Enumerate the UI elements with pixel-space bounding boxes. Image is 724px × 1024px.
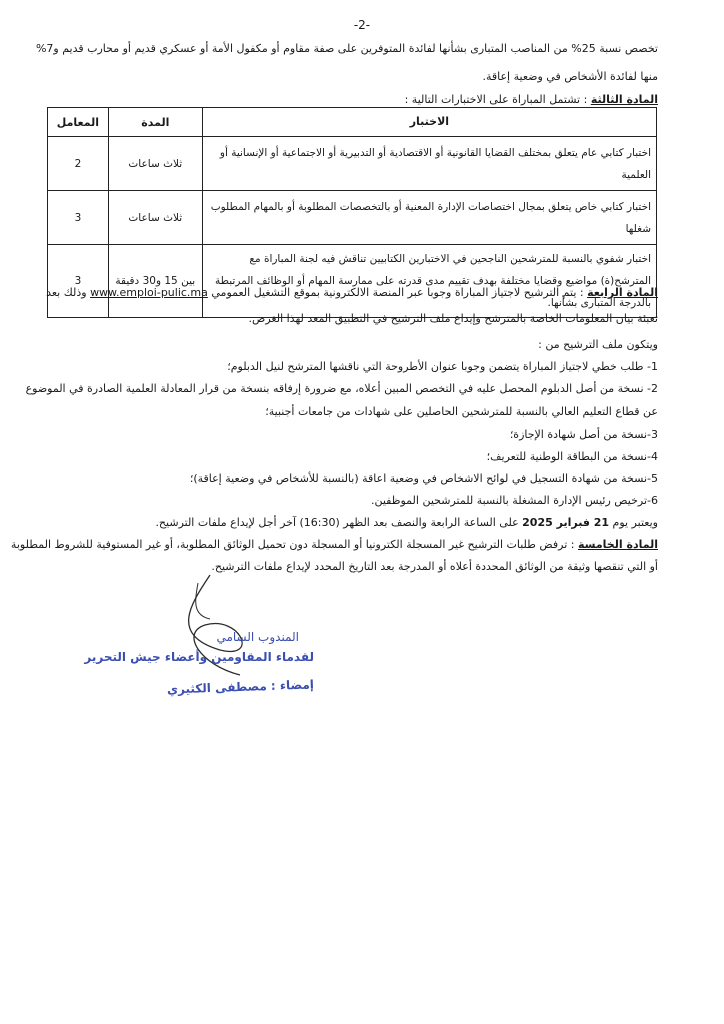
intro-line-1: تخصص نسبة 25% من المناصب المتبارى بشأنها لفائدة المتوفرين على صفة مقاوم أو مكفول الأمة أو عسكري قديم أو محارب قديم و7% — [35, 42, 658, 55]
list-item: 3-نسخة من أصل شهادة الإجازة؛ — [509, 428, 658, 441]
deadline-line — [155, 516, 658, 530]
deadline-before: ويعتبر يوم — [612, 516, 658, 529]
file-intro: ويتكون ملف الترشيح من : — [538, 338, 658, 351]
duration-cell: بين 15 و30 دقيقة — [108, 245, 202, 318]
list-item: عن قطاع التعليم العالي بالنسبة للمترشحين الحاصلين على شهادات من جامعات أجنبية؛ — [265, 405, 658, 418]
table-row — [48, 245, 657, 318]
coefficient-cell: 3 — [48, 191, 109, 245]
duration-cell: ثلاث ساعات — [108, 191, 202, 245]
list-item: 1- طلب خطي لاجتياز المباراة يتضمن وجوبا عنوان الأطروحة التي ناقشها المترشح لنيل الدبلوم؛ — [227, 360, 658, 373]
article-4-title: المادة الرابعة — [587, 286, 658, 299]
handwritten-signature — [150, 555, 310, 695]
article-4-line-2: تعبئة بيان المعلومات الخاصة بالمترشح وإيداع ملف الترشيح في التطبيق المعد لهذا الغرض. — [248, 312, 658, 325]
coefficient-cell: 2 — [48, 137, 109, 191]
exam-cell: اختبار كتابي عام يتعلق بمختلف القضايا القانونية أو الاقتصادية أو التدبيرية أو الاجتماعية أو الإنسانية أو العلمية — [202, 137, 656, 191]
duration-cell: ثلاث ساعات — [108, 137, 202, 191]
intro-line-2: منها لفائدة الأشخاص في وضعية إعاقة. — [482, 70, 658, 83]
coefficient-cell: 3 — [48, 245, 109, 318]
article-4-heading — [46, 286, 658, 300]
header-exam: الاختبار — [202, 108, 656, 137]
exam-cell: اختبار شفوي بالنسبة للمترشحين الناجحين في الاختبارين الكتابيين تناقش فيه لجنة المباراة مع المترشح(ة) مواضيع وقضايا مختلفة بهدف تقييم مدى قدرته على ممارسة المهام أو الوظائف المرتبطة بالدرجة المتبارى بشأنها. — [202, 245, 656, 318]
table-row — [48, 137, 657, 191]
article-3-heading — [405, 93, 658, 107]
signature-name: إمضاء : مصطفى الكثيري — [166, 677, 315, 697]
list-item: 5-نسخة من شهادة التسجيل في لوائح الاشخاص في وضعية اعاقة (بالنسبة للأشخاص في وضعية إعاقة)؛ — [189, 472, 658, 485]
article-5-text: : ترفض طلبات الترشيح غير المسجلة الكترونيا أو المسجلة دون تحميل الوثائق المطلوبة، أو غير المستوفية للشروط المطلوبة — [10, 538, 575, 551]
signature-title: المندوب السامي — [216, 630, 299, 644]
list-item: 4-نسخة من البطاقة الوطنية للتعريف؛ — [486, 450, 658, 463]
exam-cell: اختبار كتابي خاص يتعلق بمجال اختصاصات الإدارة المعنية أو بالتخصصات المطلوبة أو بالمهام المطلوب شغلها — [202, 191, 656, 245]
header-coefficient: المعامل — [48, 108, 109, 137]
list-item: 6-ترخيص رئيس الإدارة المشغلة بالنسبة للمترشحين الموظفين. — [370, 494, 658, 507]
table-header-row — [48, 108, 657, 137]
list-item: 2- نسخة من أصل الدبلوم المحصل عليه في التخصص المبين أعلاه، مع ضرورة إرفاقه بنسخة من قرار المعادلة العلمية الصادرة في الموضوع — [25, 382, 658, 395]
article-3-title: المادة الثالثة — [590, 93, 658, 106]
article-5-title: المادة الخامسة — [577, 538, 658, 551]
article-4-text: : يتم الترشيح لاجتياز المباراة وجوبا عبر المنصة الالكترونية بموقع التشغيل العمومي — [211, 286, 584, 299]
signature-office: لقدماء المقاومين وأعضاء جيش التحرير — [84, 650, 314, 664]
article-3-text: : تشتمل المباراة على الاختبارات التالية : — [404, 93, 588, 106]
table-row — [48, 191, 657, 245]
article-5-heading — [11, 538, 658, 552]
page-number: -2- — [353, 18, 371, 32]
deadline-date: 21 فبراير 2025 — [522, 516, 610, 529]
header-duration: المدة — [108, 108, 202, 137]
article-4-text-after: وذلك بعد — [46, 286, 87, 299]
deadline-after: على الساعة الرابعة والنصف بعد الظهر (16:30) آخر أجل لإيداع ملفات الترشيح. — [155, 516, 519, 529]
emploi-public-link[interactable]: www.emploi-pulic.ma — [90, 286, 208, 299]
article-5-line-2: أو التي تنقصها وثيقة من الوثائق المحددة أعلاه أو المدرجة بعد التاريخ المحدد لإيداع ملفات الترشيح. — [211, 560, 658, 573]
